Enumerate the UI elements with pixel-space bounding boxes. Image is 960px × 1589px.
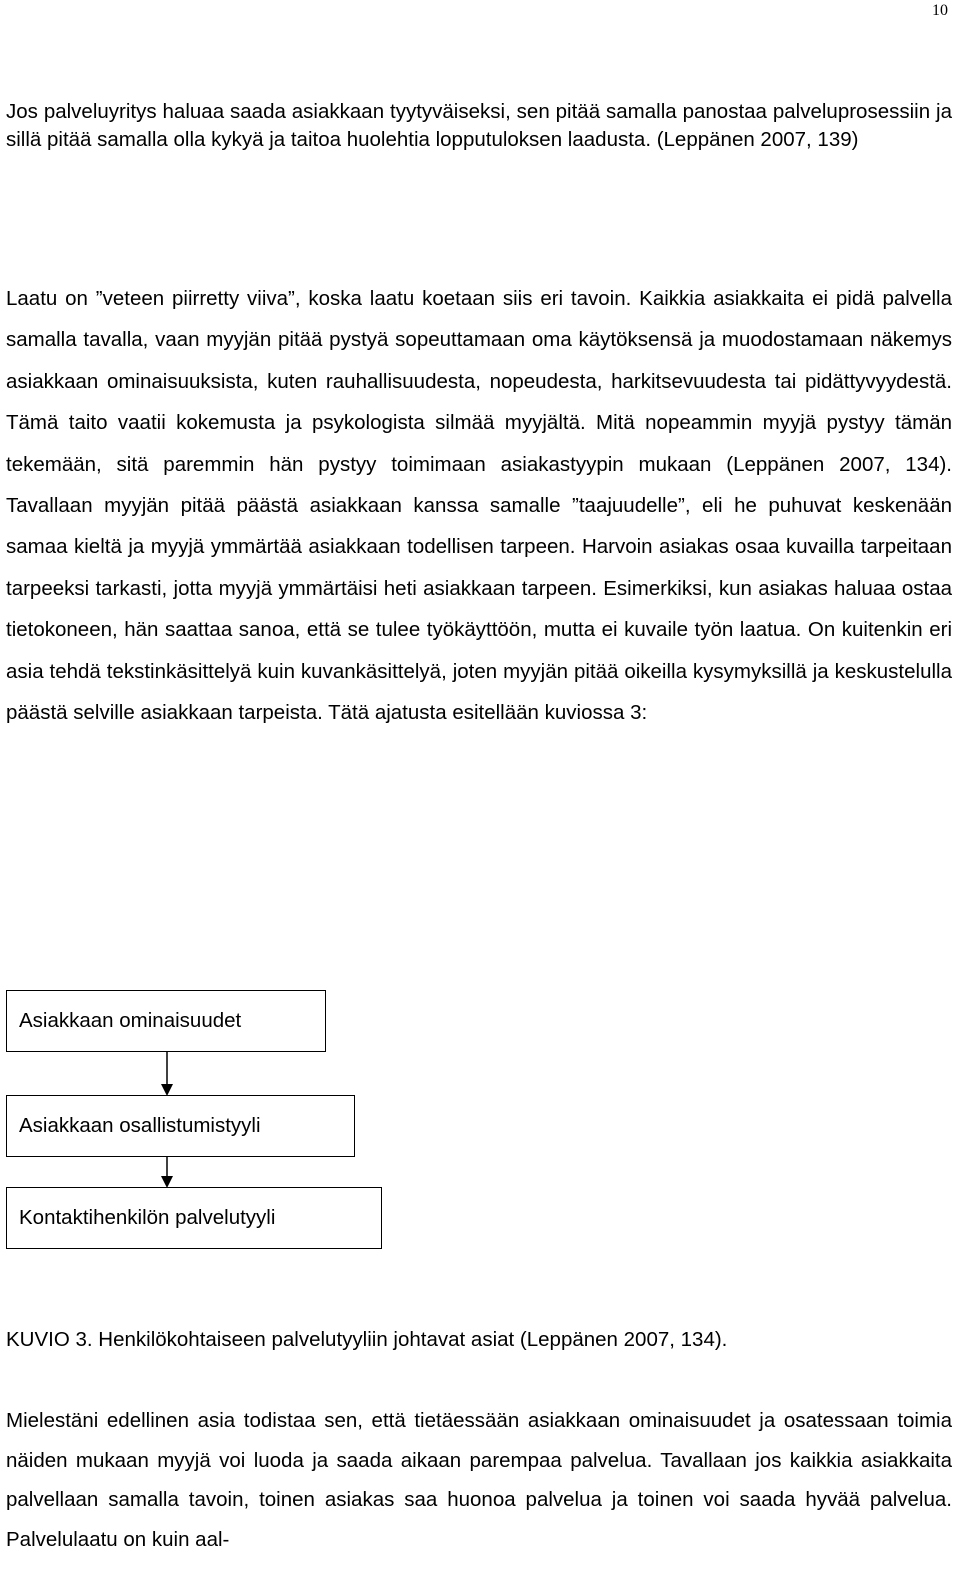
page-number: 10	[932, 2, 948, 19]
diagram-box-label: Asiakkaan ominaisuudet	[19, 1009, 242, 1032]
diagram-box-customer-traits	[6, 990, 326, 1052]
down-arrow-icon	[160, 1157, 174, 1188]
paragraph-opinion: Mielestäni edellinen asia todistaa sen, että tietäessään asiakkaan ominaisuudet ja osatessaan toimia näiden mukaan myyjä voi luoda ja saada aikaan parempaa palvelua. Tavallaan jos kaikkia asiakkaita palvellaan samalla tavoin, toinen asiakas saa huonoa palvelua ja toinen voi saada hyvää palvelua. Palvelulaatu on kuin aal-	[6, 1409, 952, 1551]
down-arrow-icon	[160, 1052, 174, 1096]
diagram-box-service-style	[6, 1187, 382, 1249]
diagram-box-label: Kontaktihenkilön palvelutyyli	[19, 1206, 276, 1229]
diagram-box-participation-style	[6, 1095, 355, 1157]
figure-caption: KUVIO 3. Henkilökohtaiseen palvelutyyliin johtavat asiat (Leppänen 2007, 134).	[6, 1328, 728, 1351]
diagram-box-label: Asiakkaan osallistumistyyli	[19, 1114, 261, 1137]
paragraph-intro: Jos palveluyritys haluaa saada asiakkaan tyytyväiseksi, sen pitää samalla panostaa palveluprosessiin ja sillä pitää samalla olla kykyä ja taitoa huolehtia lopputuloksen laadusta. (Leppänen 2007, 139)	[6, 100, 952, 151]
paragraph-quality: Laatu on ”veteen piirretty viiva”, koska laatu koetaan siis eri tavoin. Kaikkia asiakkaita ei pidä palvella samalla tavalla, vaan myyjän pitää pystyä sopeuttamaan oma käytöksensä ja muodostamaan näkemys asiakkaan ominaisuuksista, kuten rauhallisuudesta, nopeudesta, harkitsevuudesta tai pidättyvyydestä. Tämä taito vaatii kokemusta ja psykologista silmää myyjältä. Mitä nopeammin myyjä pystyy tämän tekemään, sitä paremmin hän pystyy toimimaan asiakastyypin mukaan (Leppänen 2007, 134). Tavallaan myyjän pitää päästä asiakkaan kanssa samalle ”taajuudelle”, eli he puhuvat keskenään samaa kieltä ja myyjä ymmärtää asiakkaan todellisen tarpeen. Harvoin asiakas osaa kuvailla tarpeitaan tarpeeksi tarkasti, jotta myyjä ymmärtäisi heti asiakkaan tarpeen. Esimerkiksi, kun asiakas haluaa ostaa tietokoneen, hän saattaa sanoa, että se tulee työkäyttöön, mutta ei kuvaile työn laatua. On kuitenkin eri asia tehdä tekstinkäsittelyä kuin kuvankäsittelyä, joten myyjän pitää oikeilla kysymyksillä ja keskustelulla päästä selville asiakkaan tarpeista. Tätä ajatusta esitellään kuviossa 3:	[6, 287, 952, 725]
